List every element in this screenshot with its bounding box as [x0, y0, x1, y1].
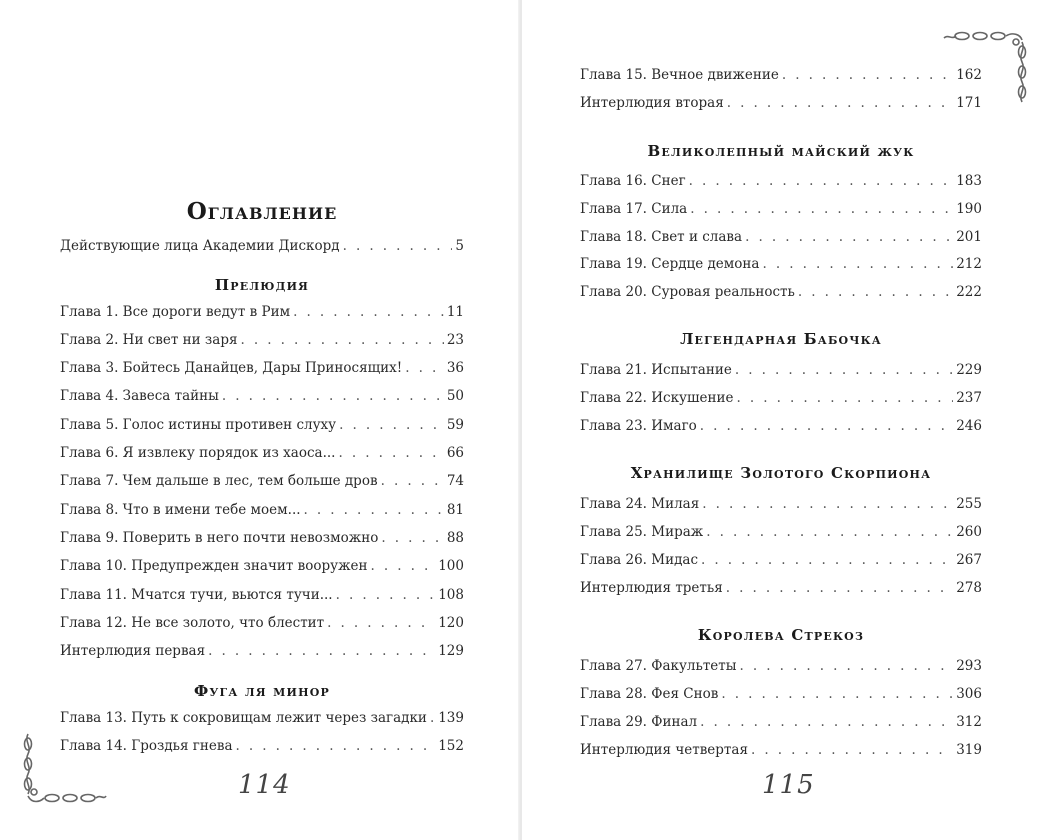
dot-leader [690, 201, 953, 217]
toc-entry [580, 580, 982, 600]
dot-leader [701, 552, 953, 568]
entry-title: Глава 22. Искушение [580, 390, 734, 406]
dot-leader [236, 738, 436, 754]
toc-entry [60, 473, 464, 493]
entry-page: 88 [446, 530, 464, 546]
entry-title: Интерлюдия четвертая [580, 742, 748, 758]
dot-leader [702, 496, 953, 512]
entry-page: 237 [956, 390, 982, 406]
toc-entry [580, 418, 982, 438]
dot-leader [338, 445, 443, 461]
toc-entry [60, 710, 464, 730]
dot-leader [339, 417, 444, 433]
entry-title: Глава 14. Гроздья гнева [60, 738, 233, 754]
toc-entry [580, 390, 982, 410]
entry-title: Глава 5. Голос истины противен слуху [60, 417, 337, 433]
page-number-right: 115 [762, 770, 815, 800]
entry-title: Глава 15. Вечное движение [580, 67, 779, 83]
entry-page: 129 [438, 643, 464, 659]
dot-leader [737, 390, 954, 406]
entry-title: Глава 8. Что в имени тебе моем... [60, 502, 301, 518]
entry-page: 267 [956, 552, 982, 568]
toc-entry [60, 738, 464, 758]
section-heading-beetle: Великолепный майский жук [647, 142, 915, 160]
toc-entry [60, 417, 464, 437]
dot-leader [706, 524, 953, 540]
entry-title: Интерлюдия вторая [580, 95, 724, 111]
dot-leader [327, 615, 435, 631]
toc-entry [580, 362, 982, 382]
entry-page: 222 [956, 284, 982, 300]
entry-page: 212 [956, 256, 982, 272]
toc-entry [60, 615, 464, 635]
toc-entry [580, 229, 982, 249]
dot-leader [727, 95, 953, 111]
dot-leader [745, 229, 953, 245]
toc-entry [580, 256, 982, 276]
entry-page: 319 [956, 742, 982, 758]
toc-entry [580, 524, 982, 544]
entry-title: Глава 23. Имаго [580, 418, 697, 434]
toc-entry [60, 360, 464, 380]
entry-title: Глава 2. Ни свет ни заря [60, 332, 238, 348]
entry-page: 190 [956, 201, 982, 217]
toc-entry [60, 388, 464, 408]
dot-leader [381, 473, 444, 489]
left-page [0, 0, 520, 840]
entry-page: 255 [956, 496, 982, 512]
entry-page: 66 [446, 445, 464, 461]
dot-leader [222, 388, 444, 404]
toc-entry [580, 284, 982, 304]
entry-page: 50 [446, 388, 464, 404]
entry-title: Интерлюдия первая [60, 643, 206, 659]
toc-entry [60, 643, 464, 663]
entry-title: Глава 21. Испытание [580, 362, 732, 378]
entry-title: Глава 19. Сердце демона [580, 256, 760, 272]
toc-entry [60, 558, 464, 578]
entry-page: 74 [446, 473, 464, 489]
entry-page: 293 [956, 658, 982, 674]
page-number-left: 114 [238, 770, 291, 800]
dot-leader [371, 558, 436, 574]
entry-page: 36 [446, 360, 464, 376]
entry-page: 23 [446, 332, 464, 348]
entry-title: Глава 10. Предупрежден значит вооружен [60, 558, 368, 574]
entry-page: 246 [956, 418, 982, 434]
entry-title: Глава 25. Мираж [580, 524, 704, 540]
entry-page: 201 [956, 229, 982, 245]
dot-leader [405, 360, 444, 376]
entry-title: Глава 26. Мидас [580, 552, 699, 568]
dot-leader [751, 742, 953, 758]
dot-leader [726, 580, 953, 596]
dot-leader [381, 530, 443, 546]
entry-title: Глава 13. Путь к сокровищам лежит через загадки [60, 710, 427, 726]
entry-title: Глава 3. Бойтесь Данайцев, Дары Приносящих! [60, 360, 403, 376]
entry-page: 120 [438, 615, 464, 631]
chain-ornament-icon [20, 730, 110, 810]
toc-entry [580, 95, 982, 115]
entry-title: Глава 11. Мчатся тучи, вьются тучи... [60, 587, 333, 603]
entry-title: Глава 6. Я извлеку порядок из хаоса... [60, 445, 336, 461]
entry-page: 306 [956, 686, 982, 702]
dot-leader [208, 643, 435, 659]
entry-page: 5 [455, 238, 464, 254]
dot-leader [304, 502, 444, 518]
dot-leader [740, 658, 954, 674]
entry-page: 312 [956, 714, 982, 730]
toc-entry [580, 496, 982, 516]
toc-entry [580, 686, 982, 706]
dot-leader [735, 362, 953, 378]
toc-entry [580, 552, 982, 572]
toc-entry-intro [60, 238, 464, 258]
dot-leader [293, 304, 444, 320]
dot-leader [700, 714, 953, 730]
toc-entry [60, 332, 464, 352]
entry-page: 108 [438, 587, 464, 603]
toc-entry [580, 67, 982, 87]
dot-leader [689, 173, 954, 189]
dot-leader [721, 686, 953, 702]
toc-entry [60, 587, 464, 607]
toc-entry [60, 530, 464, 550]
entry-page: 81 [446, 502, 464, 518]
entry-page: 59 [446, 417, 464, 433]
entry-title: Глава 29. Финал [580, 714, 698, 730]
dot-leader [798, 284, 953, 300]
toc-entry [60, 502, 464, 522]
entry-page: 183 [956, 173, 982, 189]
dot-leader [241, 332, 444, 348]
entry-title: Глава 4. Завеса тайны [60, 388, 219, 404]
entry-title: Глава 17. Сила [580, 201, 688, 217]
toc-entry [580, 173, 982, 193]
toc-entry [60, 304, 464, 324]
toc-entry [580, 742, 982, 762]
entry-title: Глава 18. Свет и слава [580, 229, 743, 245]
entry-title: Глава 20. Суровая реальность [580, 284, 795, 300]
toc-entry [580, 658, 982, 678]
entry-title: Глава 1. Все дороги ведут в Рим [60, 304, 291, 320]
dot-leader [336, 587, 436, 603]
chain-ornament-icon [940, 24, 1030, 104]
dot-leader [343, 238, 453, 254]
right-page [522, 0, 1042, 840]
entry-title: Глава 7. Чем дальше в лес, тем больше дров [60, 473, 378, 489]
entry-title: Интерлюдия третья [580, 580, 723, 596]
entry-page: 278 [956, 580, 982, 596]
toc-entry [580, 714, 982, 734]
entry-page: 152 [438, 738, 464, 754]
dot-leader [762, 256, 953, 272]
entry-title: Глава 9. Поверить в него почти невозможно [60, 530, 379, 546]
toc-entry [580, 201, 982, 221]
section-heading-prelude: Прелюдия [214, 276, 310, 294]
section-heading-dragonfly: Королева Стрекоз [697, 626, 865, 644]
section-heading-scorpion: Хранилище Золотого Скорпиона [630, 464, 932, 482]
entry-title: Глава 28. Фея Снов [580, 686, 719, 702]
toc-entry [60, 445, 464, 465]
entry-page: 260 [956, 524, 982, 540]
toc-title: Оглавление [186, 198, 338, 225]
entry-page: 171 [956, 95, 982, 111]
entry-page: 11 [446, 304, 464, 320]
section-heading-butterfly: Легендарная Бабочка [680, 330, 882, 348]
entry-title: Глава 24. Милая [580, 496, 700, 512]
dot-leader [700, 418, 953, 434]
entry-page: 229 [956, 362, 982, 378]
entry-title: Действующие лица Академии Дискорд [60, 238, 340, 254]
dot-leader [430, 710, 435, 726]
entry-title: Глава 27. Факультеты [580, 658, 737, 674]
entry-title: Глава 16. Снег [580, 173, 686, 189]
entry-page: 100 [438, 558, 464, 574]
section-heading-fugue: Фуга ля минор [194, 682, 330, 700]
entry-page: 162 [956, 67, 982, 83]
dot-leader [782, 67, 953, 83]
entry-page: 139 [438, 710, 464, 726]
entry-title: Глава 12. Не все золото, что блестит [60, 615, 325, 631]
